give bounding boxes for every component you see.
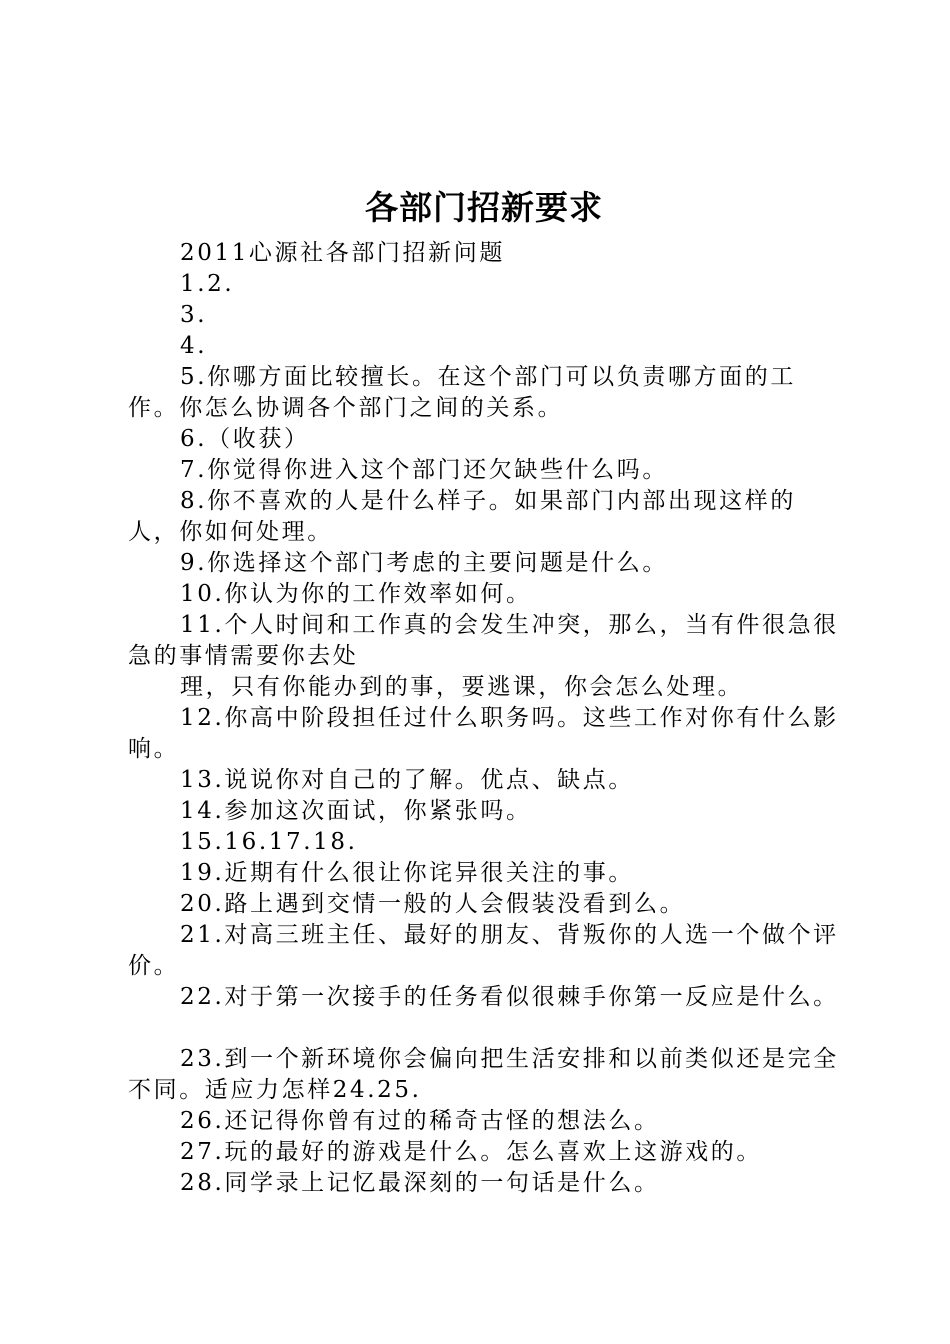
paragraph: 1.2. <box>180 271 235 297</box>
paragraph: 5.你哪方面比较擅长。在这个部门可以负责哪方面的工作。你怎么协调各个部门之间的关系。 <box>128 364 796 421</box>
paragraph: 15.16.17.18. <box>180 829 358 855</box>
paragraph: 20.路上遇到交情一般的人会假装没看到么。 <box>180 891 686 917</box>
document-title: 各部门招新要求 <box>365 188 603 227</box>
paragraph: 6.（收获） <box>180 426 310 452</box>
paragraph: 11.个人时间和工作真的会发生冲突，那么，当有件很急很急的事情需要你去处 <box>128 612 839 669</box>
paragraph: 10.你认为你的工作效率如何。 <box>180 581 532 607</box>
paragraph: 4. <box>180 333 208 359</box>
paragraph: 理，只有你能办到的事，要逃课，你会怎么处理。 <box>180 674 744 700</box>
paragraph: 22.对于第一次接手的任务看似很棘手你第一反应是什么。 <box>180 984 839 1010</box>
paragraph: 3. <box>180 302 208 328</box>
paragraph: 21.对高三班主任、最好的朋友、背叛你的人选一个做个评价。 <box>128 922 839 979</box>
paragraph: 27.玩的最好的游戏是什么。怎么喜欢上这游戏的。 <box>180 1139 762 1165</box>
paragraph: 28.同学录上记忆最深刻的一句话是什么。 <box>180 1170 660 1196</box>
paragraph: 13.说说你对自己的了解。优点、缺点。 <box>180 767 634 793</box>
paragraph: 7.你觉得你进入这个部门还欠缺些什么吗。 <box>180 457 668 483</box>
paragraph: 12.你高中阶段担任过什么职务吗。这些工作对你有什么影响。 <box>128 705 839 762</box>
paragraph: 2011心源社各部门招新问题 <box>180 240 505 266</box>
paragraph: 23.到一个新环境你会偏向把生活安排和以前类似还是完全不同。适应力怎样24.25. <box>128 1046 839 1103</box>
document-page <box>128 184 840 1199</box>
paragraph: 8.你不喜欢的人是什么样子。如果部门内部出现这样的人，你如何处理。 <box>128 488 796 545</box>
paragraph: 14.参加这次面试，你紧张吗。 <box>180 798 532 824</box>
paragraph: 9.你选择这个部门考虑的主要问题是什么。 <box>180 550 668 576</box>
paragraph: 26.还记得你曾有过的稀奇古怪的想法么。 <box>180 1108 660 1134</box>
paragraph: 19.近期有什么很让你诧异很关注的事。 <box>180 860 634 886</box>
